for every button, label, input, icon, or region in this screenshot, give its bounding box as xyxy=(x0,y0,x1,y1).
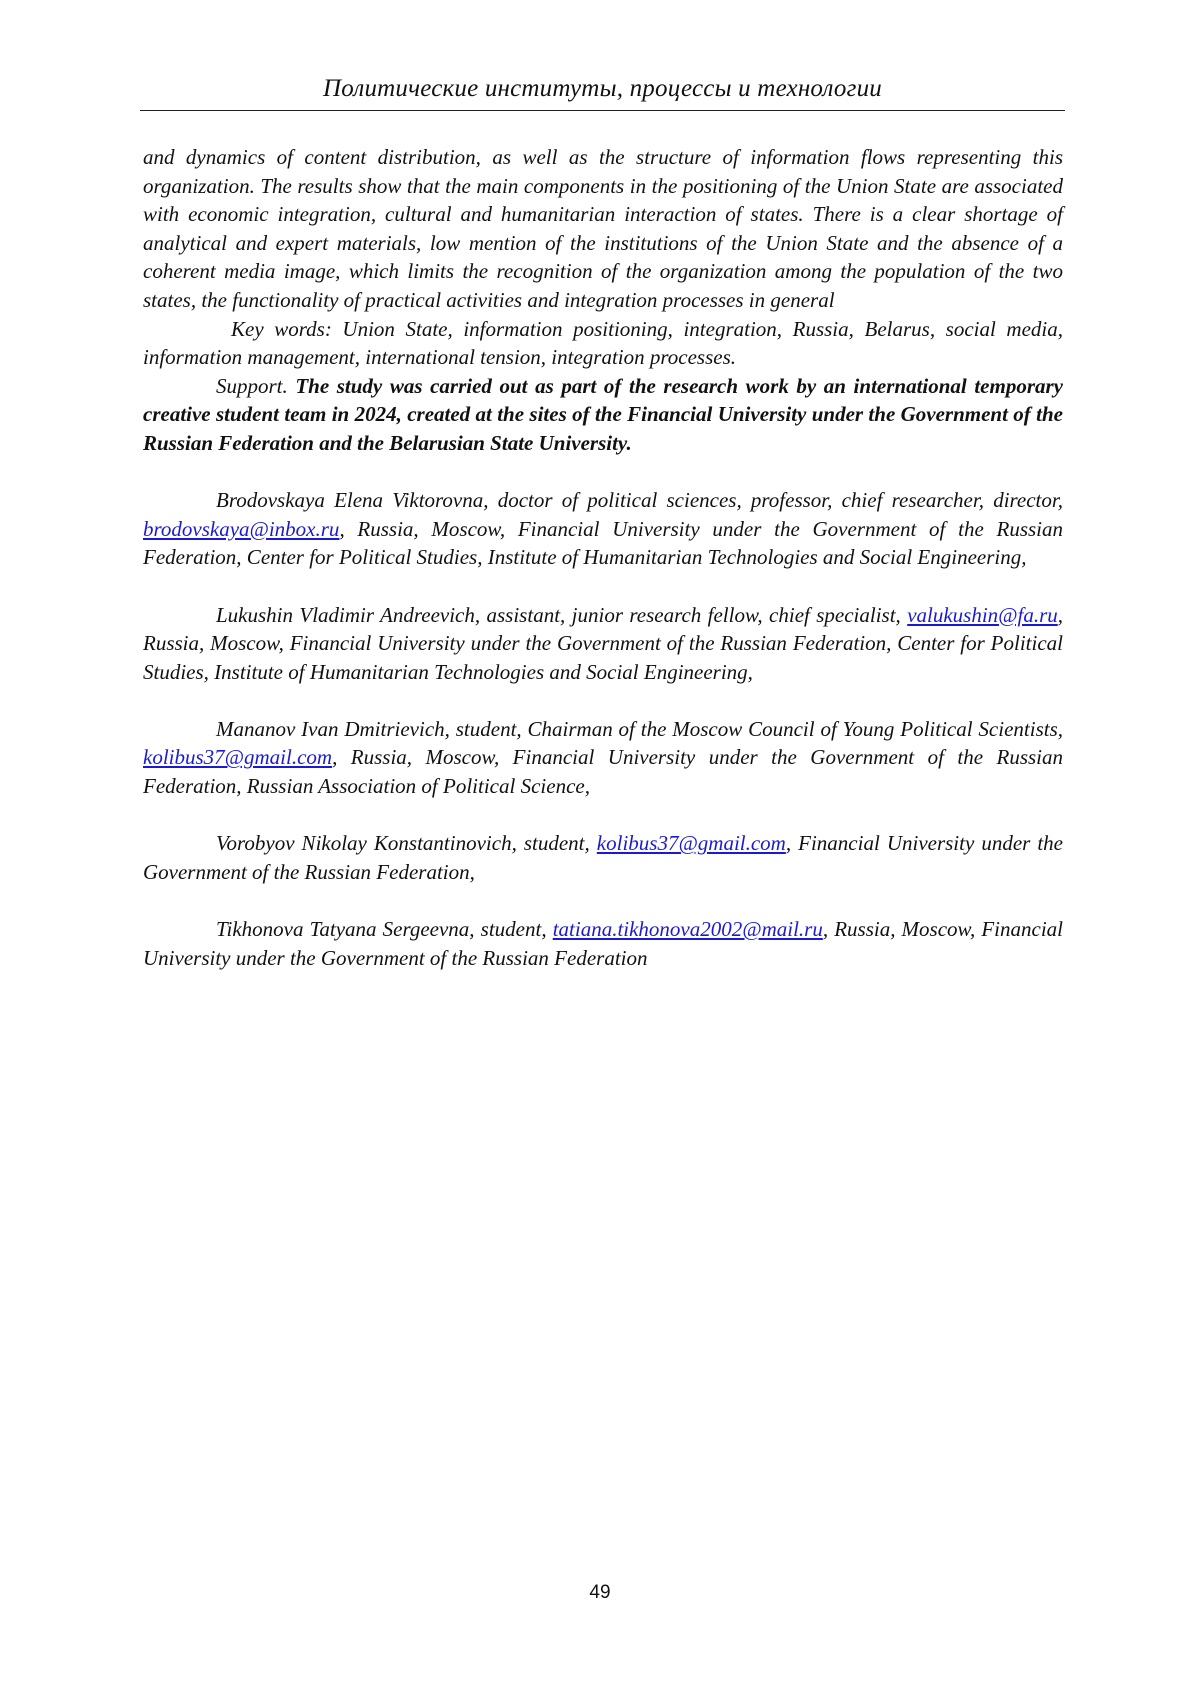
author-affiliation: , Russia, Moscow, Financial University under the Government of the Russian Federation, Center for Political Studies, Institute of Humanitarian Technologies and Social Engineering, xyxy=(143,602,1063,684)
author-email-link[interactable]: valukushin@fa.ru xyxy=(907,602,1058,627)
author-description: Lukushin Vladimir Andreevich, assistant, junior research fellow, chief specialist, xyxy=(216,602,908,627)
author-affiliation: , Russia, Moscow, Financial University under the Government of the Russian Federation xyxy=(143,917,1063,970)
author-entry xyxy=(143,715,1063,801)
support-statement xyxy=(143,372,1063,458)
author-description: Vorobyov Nikolay Konstantinovich, student, xyxy=(216,831,597,856)
author-description: Mananov Ivan Dmitrievich, student, Chairman of the Moscow Council of Young Political Scientists, xyxy=(216,716,1063,741)
journal-section-title: Политические институты, процессы и технологии xyxy=(323,75,882,102)
author-description: Brodovskaya Elena Viktorovna, doctor of political sciences, professor, chief researcher, director, xyxy=(216,488,1063,513)
support-text: The study was carried out as part of the research work by an international temporary creative student team in 2024, created at the sites of the Financial University under the Government of the Russian Federation and the Belarusian State University. xyxy=(143,373,1063,455)
author-email-link[interactable]: kolibus37@gmail.com xyxy=(143,745,333,770)
author-entry xyxy=(143,486,1063,572)
page-number: 49 xyxy=(589,1582,611,1603)
author-description: Tikhonova Tatyana Sergeevna, student, xyxy=(216,917,553,942)
support-label: Support. xyxy=(216,373,288,398)
author-entry xyxy=(143,601,1063,687)
article-body xyxy=(143,143,1063,972)
author-email-link[interactable]: kolibus37@gmail.com xyxy=(596,831,786,856)
author-affiliation: , Financial University under the Government of the Russian Federation, xyxy=(143,831,1063,884)
author-entry xyxy=(143,829,1063,886)
abstract-tail: and dynamics of content distribution, as well as the structure of information flows representing this organization. The results show that the main components in the positioning of the Union State are associated with economic integration, cultural and humanitarian interaction of states. There is a clear shortage of analytical and expert materials, low mention of the institutions of the Union State and the absence of a coherent media image, which limits the recognition of the organization among the population of the two states, the functionality of practical activities and integration processes in general xyxy=(143,145,1063,312)
author-email-link[interactable]: brodovskaya@inbox.ru xyxy=(143,516,340,541)
author-entry xyxy=(143,915,1063,972)
author-affiliation: , Russia, Moscow, Financial University under the Government of the Russian Federation, Center for Political Studies, Institute of Humanitarian Technologies and Social Engineering, xyxy=(143,516,1063,570)
author-affiliation: , Russia, Moscow, Financial University under the Government of the Russian Federation, Russian Association of Political Science, xyxy=(143,745,1063,799)
running-header xyxy=(140,72,1065,111)
author-email-link[interactable]: tatiana.tikhonova2002@mail.ru xyxy=(552,917,823,942)
keywords: Key words: Union State, information positioning, integration, Russia, Belarus, social media, information management, international tension, integration processes. xyxy=(143,316,1063,370)
